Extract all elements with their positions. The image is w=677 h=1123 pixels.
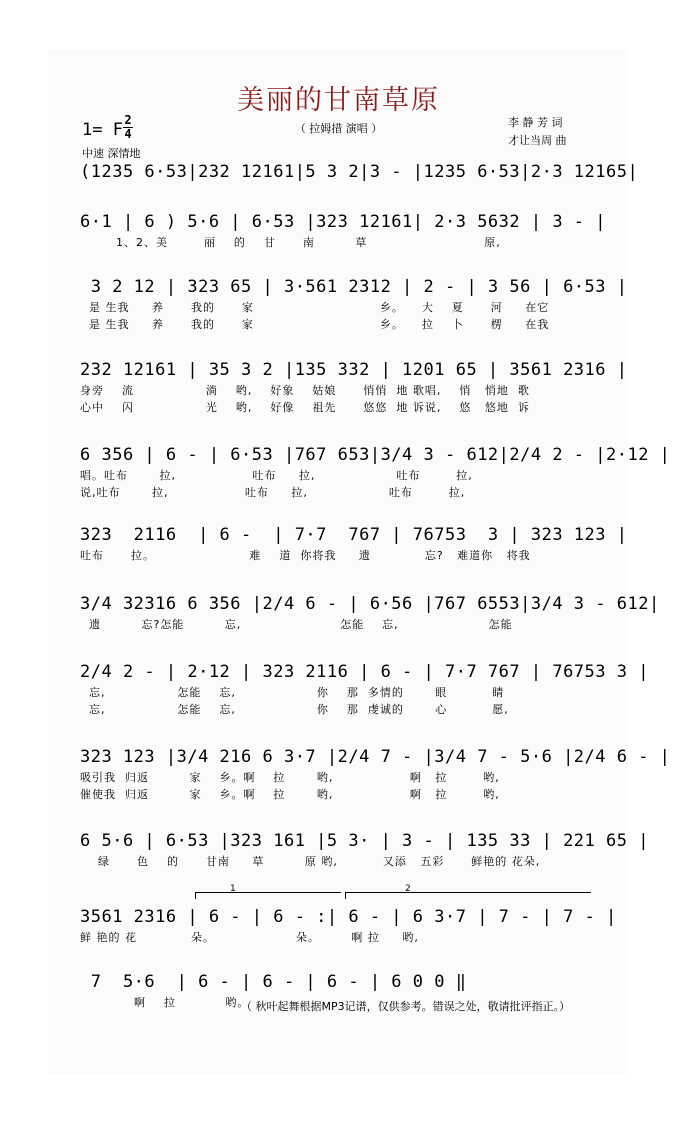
score-line-8 <box>80 660 649 718</box>
transcription-note: （ 秋叶起舞根据MP3记谱，仅供参考。错误之处，敬请批评指正。） <box>241 1000 571 1013</box>
lyric-row: 忘, 怎能 忘, 你 那 虔诚的 心 愿, <box>80 703 509 716</box>
notation-row: 7 5·6 | 6 - | 6 - | 6 - | 6 0 0 ‖ <box>80 972 467 992</box>
volta-bracket-2 <box>345 892 591 899</box>
score-line-10 <box>80 829 649 870</box>
notation-row: 3561 2316 | 6 - | 6 - :| 6 - | 6 3·7 | 7 - | 7 - | <box>80 907 617 927</box>
lyric-row: 绿 色 的 甘南 草 原 哟, 又添 五彩 鲜艳的 花朵, <box>80 855 541 868</box>
lyric-row: 心中 闪 光 哟, 好像 祖先 悠悠 地 诉说, 悠 悠地 诉 <box>80 401 530 414</box>
volta-bracket-1 <box>195 892 341 899</box>
lyric-row: 鲜 艳的 花 朵。 朵。 啊 拉 哟, <box>80 931 419 944</box>
notation-row: 6 356 | 6 - | 6·53 |767 653|3/4 3 - 612|2/4 2 - |2·12 | <box>80 445 671 465</box>
volta-number-2: 2 <box>405 884 411 894</box>
score-line-3 <box>80 275 628 333</box>
lyric-row: 吐布 拉。 难 道 你将我 遗 忘? 难道你 将我 <box>80 549 531 562</box>
lyric-row: 催使我 归返 家 乡。啊 拉 哟, 啊 拉 哟, <box>80 788 500 801</box>
time-signature-bottom: 4 <box>124 127 132 141</box>
notation-row: 323 2116 | 6 - | 7·7 767 | 76753 3 | 323 123 | <box>80 525 628 545</box>
time-signature-top: 2 <box>124 113 132 127</box>
lyric-row: 身旁 流 淌 哟, 好象 姑娘 悄悄 地 歌唱, 悄 悄地 歌 <box>80 384 530 397</box>
lyric-row: 啊 拉 哟。 <box>80 996 250 1009</box>
key-signature: 1= F <box>82 120 123 140</box>
lyric-row: 1、2、美 丽 的 甘 南 草 原, <box>80 236 501 249</box>
score-line-9 <box>80 745 671 803</box>
time-signature <box>122 114 134 141</box>
score-line-5 <box>80 443 671 501</box>
notation-row: 6 5·6 | 6·53 |323 161 |5 3· | 3 - | 135 33 | 221 65 | <box>80 831 649 851</box>
lyric-row: 遗 忘?怎能 忘, 怎能 忘, 怎能 <box>80 618 513 631</box>
notation-row: (1235 6·53|232 12161|5 3 2|3 - |1235 6·53|2·3 12165| <box>80 162 639 182</box>
volta-number-1: 1 <box>230 884 236 894</box>
lyricist-credit: 李 静 芳 词 <box>508 116 563 129</box>
notation-row: 2/4 2 - | 2·12 | 323 2116 | 6 - | 7·7 767 | 76753 3 | <box>80 662 649 682</box>
notation-row: 232 12161 | 35 3 2 |135 332 | 1201 65 | 3561 2316 | <box>80 360 628 380</box>
performer-line: （ 拉姆措 演唱 ） <box>294 122 383 135</box>
lyric-row: 说,吐布 拉, 吐布 拉, 吐布 拉, <box>80 486 466 499</box>
lyric-row: 忘, 怎能 忘, 你 那 多情的 眼 睛 <box>80 686 505 699</box>
score-line-6 <box>80 523 628 564</box>
score-line-7 <box>80 592 660 633</box>
credits <box>508 114 567 150</box>
notation-row: 3 2 12 | 323 65 | 3·561 2312 | 2 - | 3 56 | 6·53 | <box>80 277 628 297</box>
lyric-row: 是 生我 养 我的 家 乡。 大 夏 河 在它 <box>80 301 550 314</box>
lyric-row: 是 生我 养 我的 家 乡。 拉 卜 楞 在我 <box>80 318 550 331</box>
composer-credit: 才让当周 曲 <box>508 134 567 147</box>
tempo-marking: 中速 深情地 <box>82 147 141 160</box>
lyric-row: 吸引我 归返 家 乡。啊 拉 哟, 啊 拉 哟, <box>80 771 500 784</box>
notation-row: 3/4 32316 6 356 |2/4 6 - | 6·56 |767 6553|3/4 3 - 612| <box>80 594 660 614</box>
lyric-row: 唱。吐布 拉, 吐布 拉, 吐布 拉, <box>80 469 473 482</box>
notation-row: 6·1 | 6 ) 5·6 | 6·53 |323 12161| 2·3 5632 | 3 - | <box>80 212 607 232</box>
score-line-11 <box>80 905 617 946</box>
score-line-4 <box>80 358 628 416</box>
score-line-1 <box>80 160 639 184</box>
song-title: 美丽的甘南草原 <box>237 85 440 116</box>
notation-row: 323 123 |3/4 216 6 3·7 |2/4 7 - |3/4 7 - 5·6 |2/4 6 - | <box>80 747 671 767</box>
score-line-2 <box>80 210 607 251</box>
